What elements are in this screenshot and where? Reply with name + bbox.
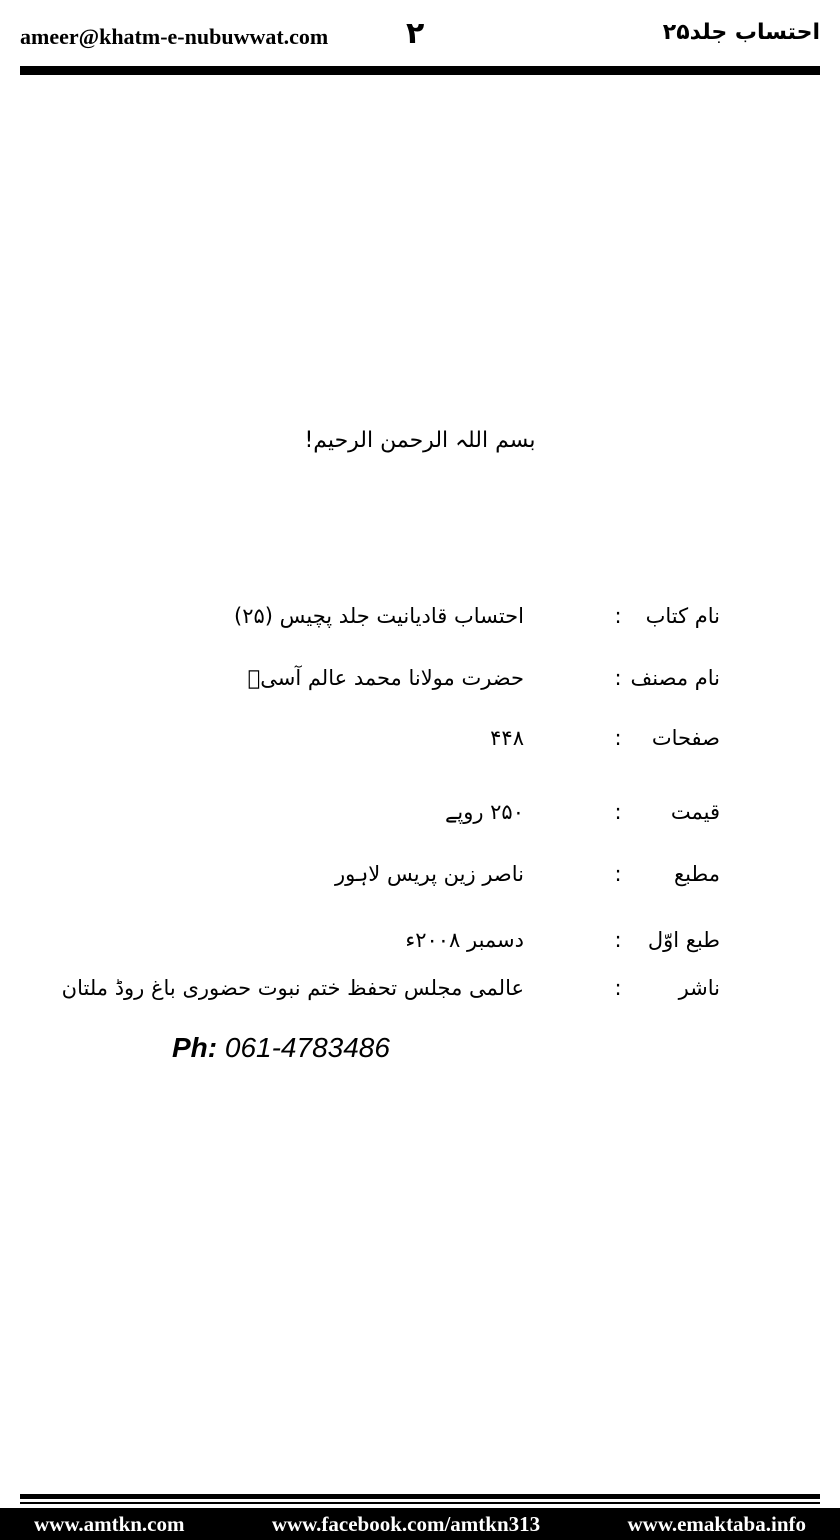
footer-link-emaktaba: www.emaktaba.info <box>627 1511 806 1536</box>
detail-colon: : <box>614 976 622 1000</box>
detail-row-pages <box>100 726 720 766</box>
detail-label: نام مصنف <box>630 666 720 690</box>
header-email: ameer@khatm-e-nubuwwat.com <box>20 24 329 49</box>
detail-value: دسمبر ۲۰۰۸ء <box>405 928 524 952</box>
page-header <box>20 14 820 62</box>
page-number: ۲ <box>406 16 425 51</box>
detail-value: ۴۴۸ <box>490 726 524 750</box>
header-rule <box>20 66 820 75</box>
detail-value: حضرت مولانا محمد عالم آسیؒ <box>247 666 524 690</box>
detail-row-book-name <box>100 604 720 644</box>
detail-value: ناصر زین پریس لاہور <box>335 862 524 886</box>
detail-colon: : <box>614 928 622 952</box>
detail-value: احتساب قادیانیت جلد پچیس (۲۵) <box>233 604 524 628</box>
phone-line <box>172 1032 390 1064</box>
detail-value: عالمی مجلس تحفظ ختم نبوت حضوری باغ روڈ ملتان <box>61 976 524 1000</box>
detail-row-publisher <box>61 976 720 1016</box>
detail-row-press <box>100 862 720 902</box>
footer-rule-thick <box>20 1494 820 1499</box>
detail-label: طبع اوّل <box>647 928 720 952</box>
detail-row-author <box>100 666 720 706</box>
detail-colon: : <box>614 862 622 886</box>
footer-link-amtkn: www.amtkn.com <box>34 1511 185 1536</box>
phone-label: Ph: <box>172 1032 218 1063</box>
detail-colon: : <box>614 726 622 750</box>
detail-label: نام کتاب <box>645 604 720 628</box>
detail-row-first-edition <box>100 928 720 968</box>
detail-label: مطبع <box>674 862 720 886</box>
phone-number: 061-4783486 <box>224 1032 390 1063</box>
bismillah: بسم اللہ الرحمن الرحیم! <box>304 428 536 453</box>
detail-label: ناشر <box>678 976 720 1000</box>
detail-colon: : <box>614 666 622 690</box>
page-footer <box>0 1508 840 1540</box>
detail-row-price <box>100 800 720 840</box>
detail-label: قیمت <box>670 800 720 824</box>
detail-label: صفحات <box>651 726 720 750</box>
footer-link-facebook: www.facebook.com/amtkn313 <box>271 1511 541 1536</box>
footer-rule-thin <box>20 1502 820 1504</box>
detail-colon: : <box>614 604 622 628</box>
header-book-title: احتساب جلد۲۵ <box>662 20 820 45</box>
detail-colon: : <box>614 800 622 824</box>
detail-value: ۲۵۰ روپے <box>445 800 524 824</box>
